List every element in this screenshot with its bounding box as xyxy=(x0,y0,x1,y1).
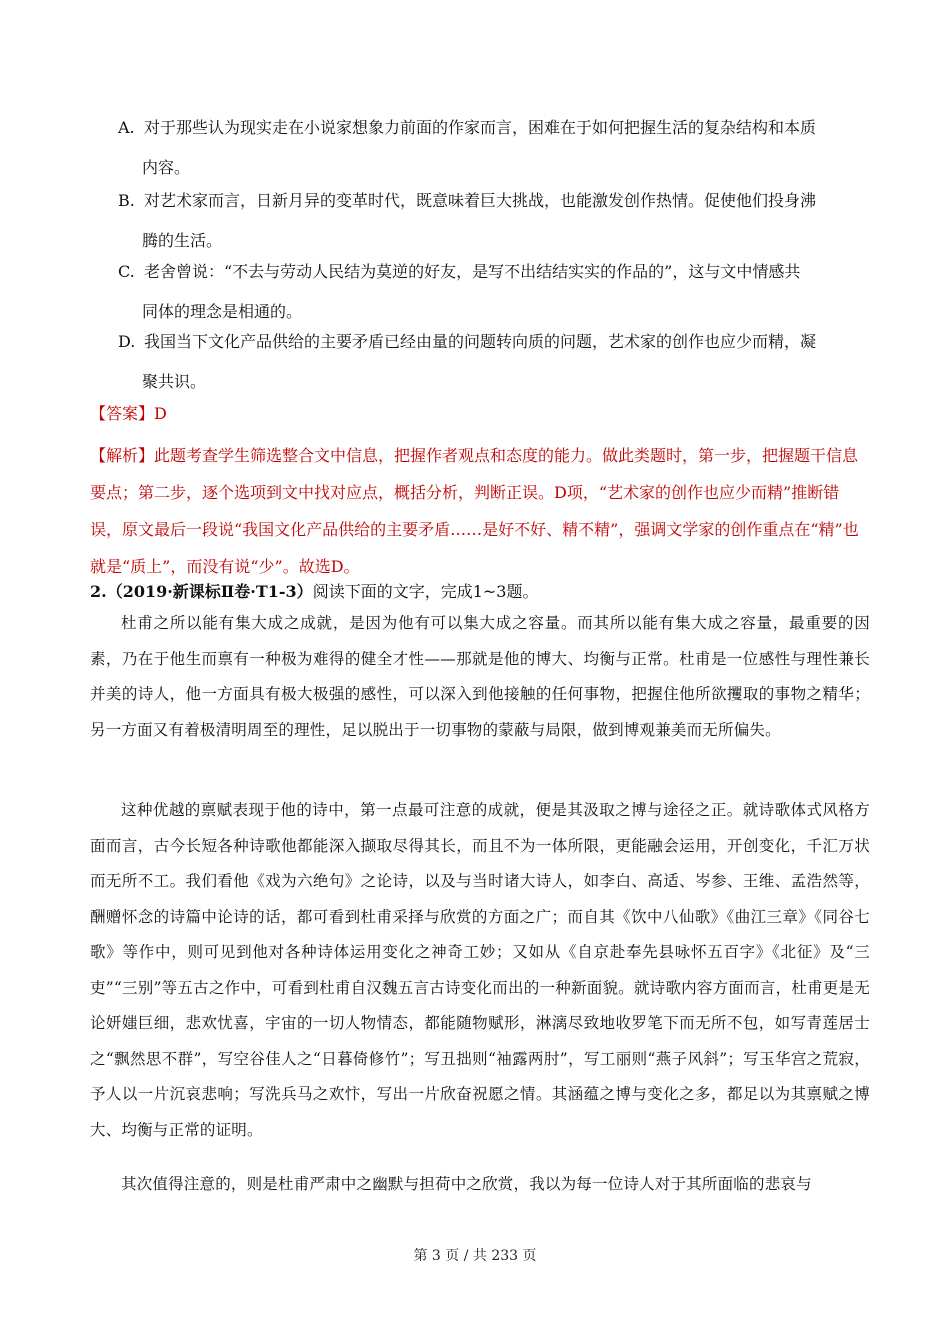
option-text-cont: 同体的理念是相通的。 xyxy=(142,302,303,321)
analysis-block xyxy=(90,437,870,585)
option-text: 对艺术家而言，日新月异的变革时代，既意味着巨大挑战，也能激发创作热情。促使他们投身沸 xyxy=(144,191,817,210)
option-text: 老舍曾说：“不去与劳动人民结为莫逆的好友，是写不出结结实实的作品的”，这与文中情感共 xyxy=(144,262,801,281)
option-text-cont: 内容。 xyxy=(142,158,191,177)
option-c xyxy=(118,252,878,332)
page-footer: 第 3 页 / 共 233 页 xyxy=(413,1248,537,1264)
option-text: 我国当下文化产品供给的主要矛盾已经由量的问题转向质的问题，艺术家的创作也应少而精，凝 xyxy=(144,332,817,351)
question-2-prefix: 2.（2019·新课标Ⅱ卷·T1-3） xyxy=(90,582,313,601)
question-2-text: 阅读下面的文字，完成1~3题。 xyxy=(312,582,539,601)
answer-value: D xyxy=(154,404,167,423)
option-a xyxy=(118,108,878,188)
passage-paragraph-2: 这种优越的禀赋表现于他的诗中，第一点最可注意的成就，便是其汲取之博与途径之正。就诗歌体式风格方面而言，古今长短各种诗歌他都能深入撷取尽得其长，而且不为一体所限，更能融会运用，开创变化，千汇万状而无所不工。我们看他《戏为六绝句》之论诗，以及与当时诸大诗人，如李白、高适、岑参、王维、孟浩然等，酬赠怀念的诗篇中论诗的话，都可看到杜甫采择与欣赏的方面之广；而自其《饮中八仙歌》《曲江三章》《同谷七歌》等作中，则可见到他对各种诗体运用变化之神奇工妙；又如从《自京赴奉先县咏怀五百字》《北征》及“三吏”“三别”等五古之作中，可看到杜甫自汉魏五言古诗变化而出的一种新面貌。就诗歌内容方面而言，杜甫更是无论妍媸巨细，悲欢忧喜，宇宙的一切人物情态，都能随物赋形，淋漓尽致地收罗笔下而无所不包，如写青莲居士之“飘然思不群”，写空谷佳人之“日暮倚修竹”；写丑拙则“袖露两肘”，写工丽则“燕子风斜”；写玉华宫之荒寂，予人以一片沉哀悲响；写洗兵马之欢忭，写出一片欣奋祝愿之情。其涵蕴之博与变化之多，都足以为其禀赋之博大、均衡与正常的证明。 xyxy=(90,801,870,1139)
option-letter: B. xyxy=(118,191,135,210)
option-text: 对于那些认为现实走在小说家想象力前面的作家而言，困难在于如何把握生活的复杂结构和本质 xyxy=(144,118,817,137)
analysis-text: 此题考查学生筛选整合文中信息，把握作者观点和态度的能力。做此类题时，第一步，把握题干信息要点；第二步，逐个选项到文中找对应点，概括分析，判断正误。D项，“艺术家的创作也应少而精”推断错误，原文最后一段说“我国文化产品供给的主要矛盾……是好不好、精不精”，强调文学家的创作重点在“精”也就是“质上”，而没有说“少”。故选D。 xyxy=(90,446,859,576)
option-letter: D. xyxy=(118,332,136,351)
answer-line xyxy=(90,398,167,430)
question-2-heading xyxy=(90,576,538,608)
option-letter: C. xyxy=(118,262,135,281)
passage-paragraph-1: 杜甫之所以能有集大成之成就，是因为他有可以集大成之容量。而其所以能有集大成之容量，最重要的因素，乃在于他生而禀有一种极为难得的健全才性——那就是他的博大、均衡与正常。杜甫是一位感性与理性兼长并美的诗人，他一方面具有极大极强的感性，可以深入到他接触的任何事物，把握住他所欲攫取的事物之精华；另一方面又有着极清明周至的理性，足以脱出于一切事物的蒙蔽与局限，做到博观兼美而无所偏失。 xyxy=(90,614,870,739)
option-d xyxy=(118,322,878,402)
answer-label: 【答案】 xyxy=(90,404,155,423)
option-text-cont: 腾的生活。 xyxy=(142,231,223,250)
option-letter: A. xyxy=(118,118,135,137)
option-b xyxy=(118,181,878,261)
option-text-cont: 聚共识。 xyxy=(142,372,207,391)
analysis-label: 【解析】 xyxy=(90,446,155,465)
passage-paragraph-3: 其次值得注意的，则是杜甫严肃中之幽默与担荷中之欣赏，我以为每一位诗人对于其所面临的悲哀与 xyxy=(121,1175,812,1193)
